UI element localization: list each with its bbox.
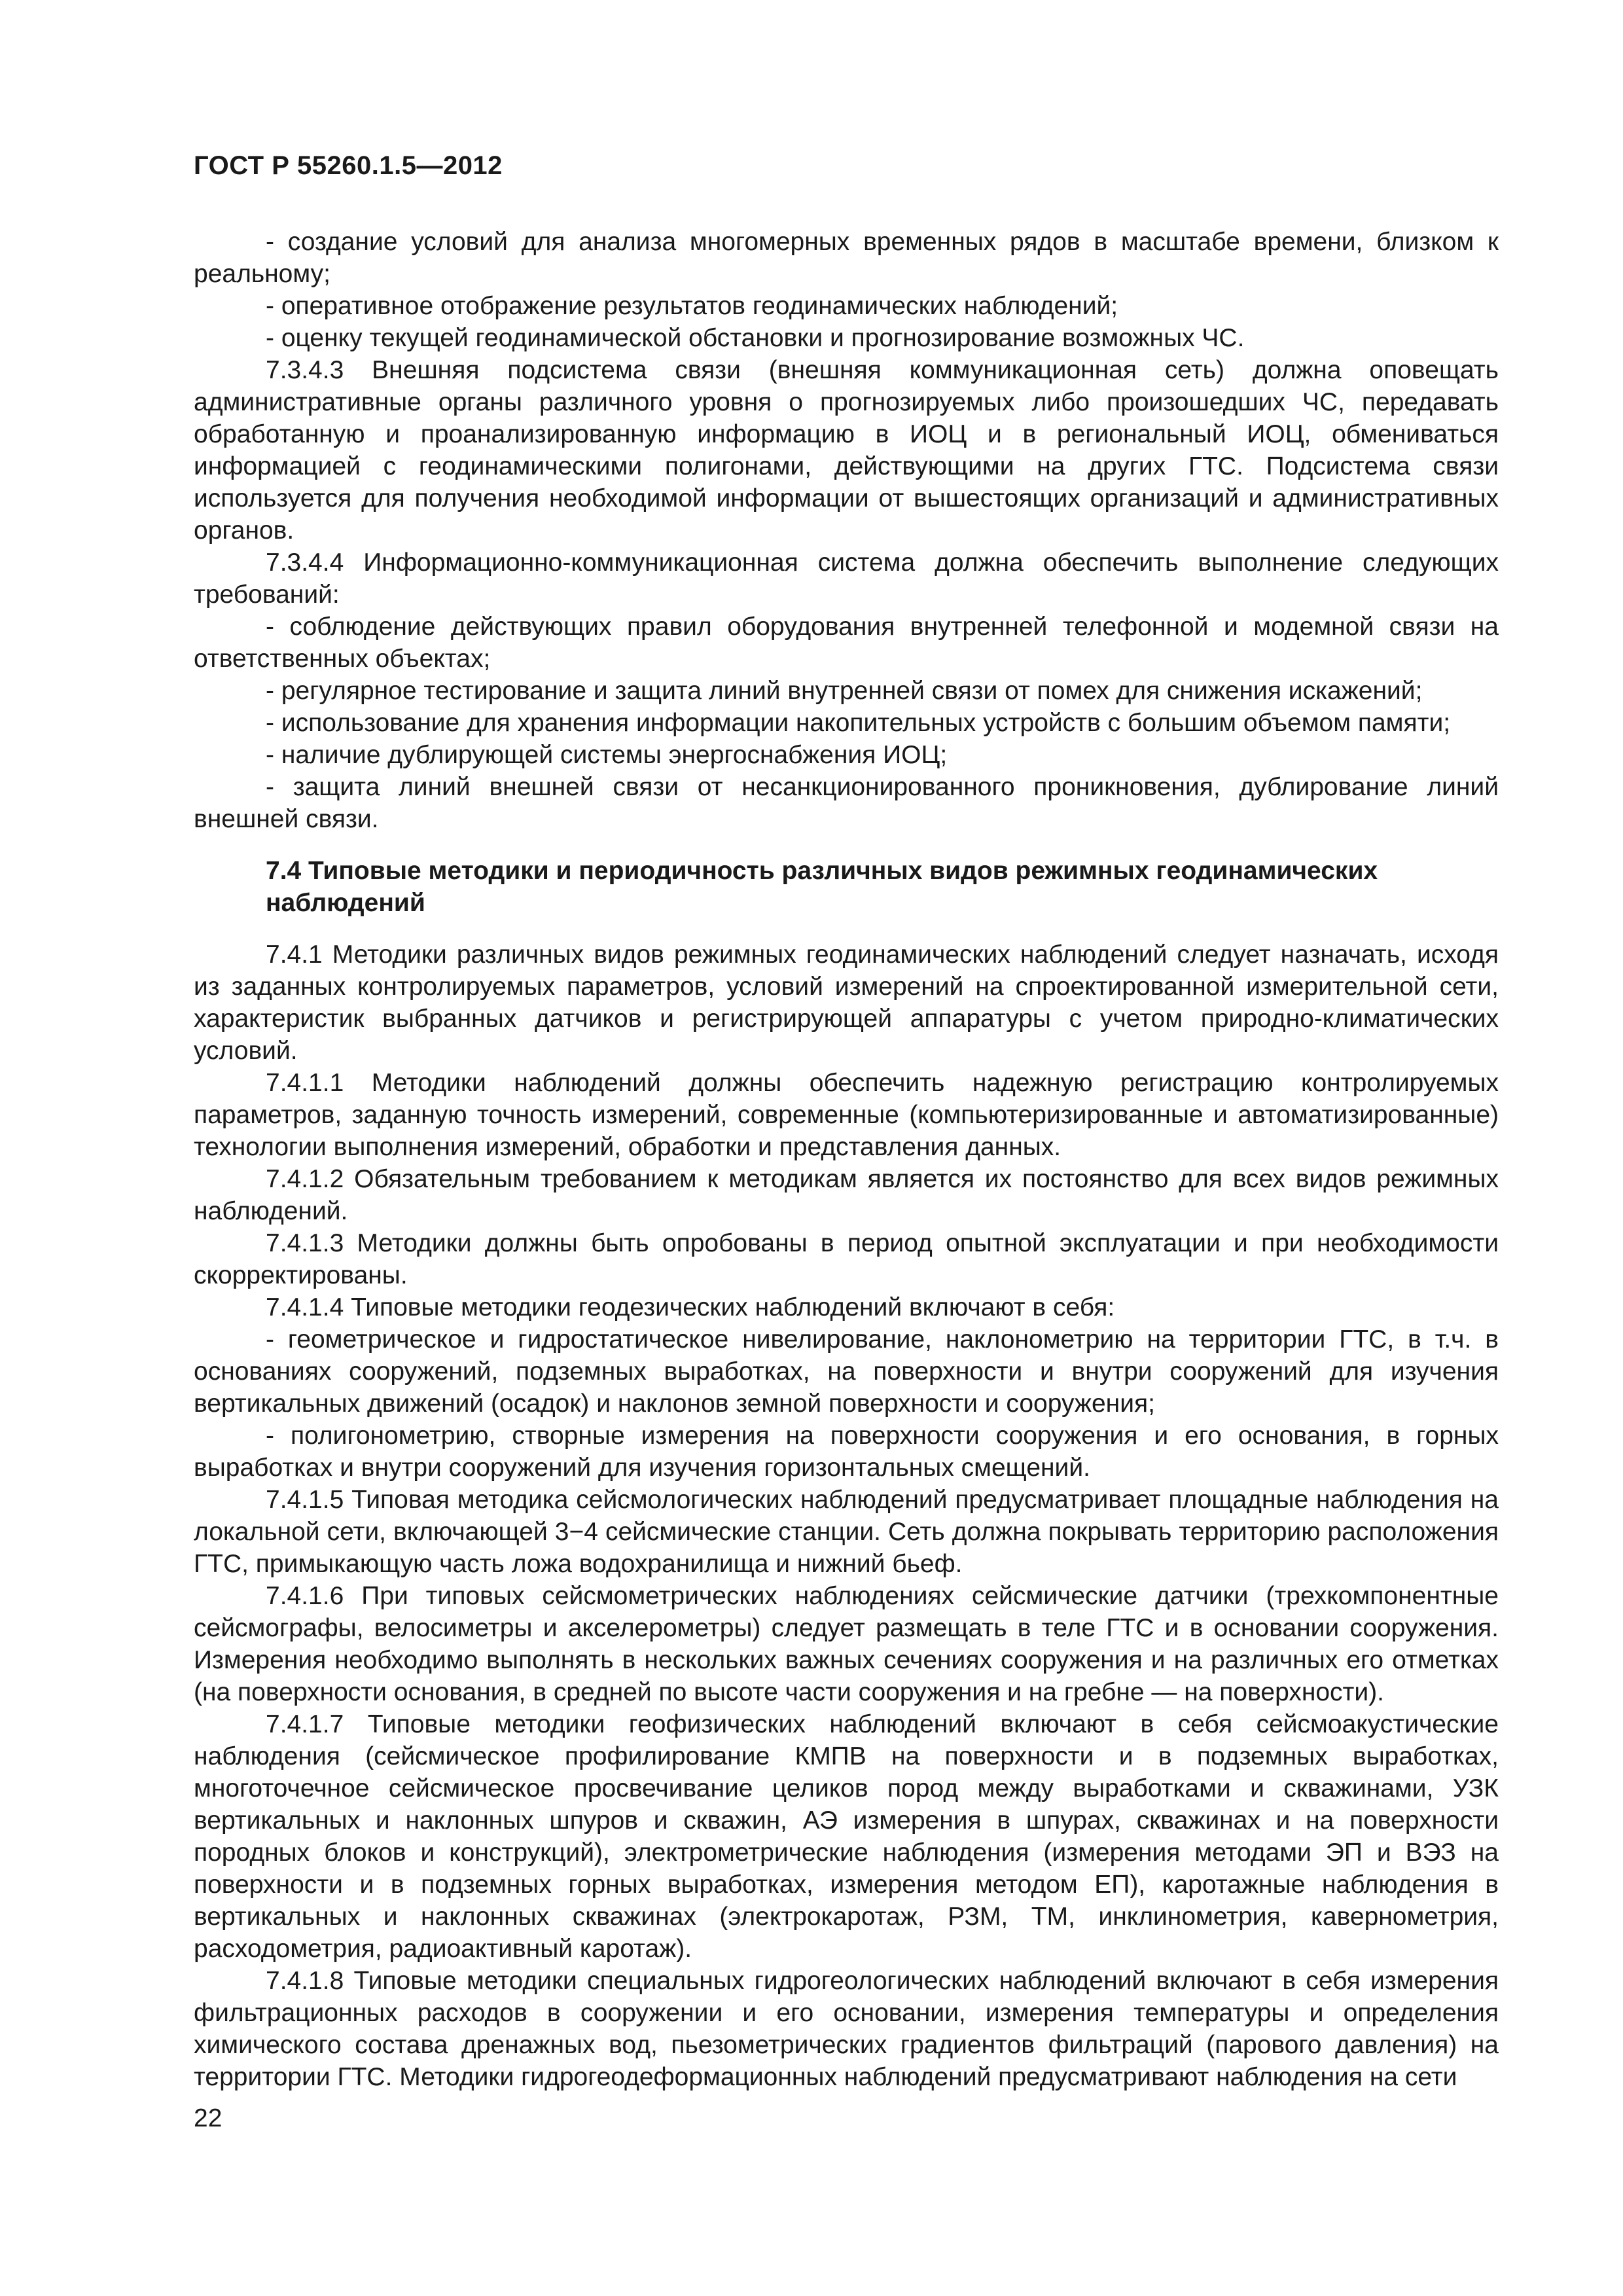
paragraph: 7.4.1.6 При типовых сейсмометрических наблюдениях сейсмические датчики (трехкомпонентные сейсмографы, велосиметры и акселерометры) следует размещать в теле ГТС и в основании сооружения. Измерения необходимо выполнять в нескольких важных сечениях сооружения и на различных его отметках (на поверхности основания, в средней по высоте части сооружения и на гребне — на поверхности). xyxy=(194,1582,1499,1706)
paragraph: - геометрическое и гидростатическое нивелирование, наклонометрию на территории ГТС, в т.ч. в основаниях сооружений, подземных выработках, на поверхности и внутри сооружений для изучения вертикальных движений (осадок) и наклонов земной поверхности и сооружения; xyxy=(194,1325,1499,1418)
paragraph: - полигонометрию, створные измерения на поверхности сооружения и его основания, в горных выработках и внутри сооружений для изучения горизонтальных смещений. xyxy=(194,1422,1499,1482)
paragraph: - оценку текущей геодинамической обстановки и прогнозирование возможных ЧС. xyxy=(266,324,1245,352)
paragraph: 7.4.1.8 Типовые методики специальных гидрогеологических наблюдений включают в себя измерения фильтрационных расходов в сооружении и его основании, измерения температуры и определения химического состава дренажных вод, пьезометрических градиентов фильтраций (парового давления) на территории ГТС. Методики гидрогеодеформационных наблюдений предусматривают наблюдения на сети xyxy=(194,1967,1499,2091)
paragraph: - использование для хранения информации накопительных устройств с большим объемом памяти; xyxy=(266,709,1451,737)
paragraph: - наличие дублирующей системы энергоснабжения ИОЦ; xyxy=(266,741,948,769)
paragraph: 7.4.1 Методики различных видов режимных геодинамических наблюдений следует назначать, исходя из заданных контролируемых параметров, условий измерений на спроектированной измерительной сети, характеристик выбранных датчиков и регистрирующей аппаратуры с учетом природно-климатических условий. xyxy=(194,941,1499,1065)
document-body xyxy=(194,226,1499,2093)
paragraph: 7.4.1.3 Методики должны быть опробованы в период опытной эксплуатации и при необходимости скорректированы. xyxy=(194,1229,1499,1289)
paragraph: - регулярное тестирование и защита линий внутренней связи от помех для снижения искажений; xyxy=(266,677,1423,705)
paragraph: - оперативное отображение результатов геодинамических наблюдений; xyxy=(266,292,1118,320)
paragraph: 7.4.1.1 Методики наблюдений должны обеспечить надежную регистрацию контролируемых параметров, заданную точность измерений, современные (компьютеризированные и автоматизированные) технологии выполнения измерений, обработки и представления данных. xyxy=(194,1069,1499,1161)
paragraph: 7.3.4.4 Информационно-коммуникационная система должна обеспечить выполнение следующих требований: xyxy=(194,548,1499,609)
paragraph: 7.3.4.3 Внешняя подсистема связи (внешняя коммуникационная сеть) должна оповещать административные органы различного уровня о прогнозируемых либо произошедших ЧС, передавать обработанную и проанализированную информацию в ИОЦ и в региональный ИОЦ, обмениваться информацией с геодинамическими полигонами, действующими на других ГТС. Подсистема связи используется для получения необходимой информации от вышестоящих организаций и административных органов. xyxy=(194,356,1499,545)
paragraph: - создание условий для анализа многомерных временных рядов в масштабе времени, близком к реальному; xyxy=(194,228,1499,288)
page-number: 22 xyxy=(194,2104,223,2132)
document-header: ГОСТ Р 55260.1.5—2012 xyxy=(194,151,503,180)
section-heading: 7.4 Типовые методики и периодичность различных видов режимных геодинамических наблюдений xyxy=(266,857,1378,917)
paragraph: 7.4.1.7 Типовые методики геофизических наблюдений включают в себя сейсмоакустические наблюдения (сейсмическое профилирование КМПВ на поверхности и в подземных выработках, многоточечное сейсмическое просвечивание целиков пород между выработками и скважинами, УЗК вертикальных и наклонных шпуров и скважин, АЭ измерения в шпурах, скважинах и на поверхности породных блоков и конструкций), электрометрические наблюдения (измерения методами ЭП и ВЭЗ на поверхности и в подземных горных выработках, измерения методом ЕП), каротажные наблюдения в вертикальных и наклонных скважинах (электрокаротаж, РЗМ, ТМ, инклинометрия, кавернометрия, расходометрия, радиоактивный каротаж). xyxy=(194,1710,1499,1963)
paragraph: 7.4.1.2 Обязательным требованием к методикам является их постоянство для всех видов режимных наблюдений. xyxy=(194,1165,1499,1225)
paragraph: - соблюдение действующих правил оборудования внутренней телефонной и модемной связи на ответственных объектах; xyxy=(194,613,1499,673)
paragraph: 7.4.1.4 Типовые методики геодезических наблюдений включают в себя: xyxy=(266,1293,1115,1321)
paragraph: - защита линий внешней связи от несанкционированного проникновения, дублирование линий внешней связи. xyxy=(194,773,1499,833)
paragraph: 7.4.1.5 Типовая методика сейсмологических наблюдений предусматривает площадные наблюдения на локальной сети, включающей 3−4 сейсмические станции. Сеть должна покрывать территорию расположения ГТС, примыкающую часть ложа водохранилища и нижний бьеф. xyxy=(194,1486,1499,1578)
